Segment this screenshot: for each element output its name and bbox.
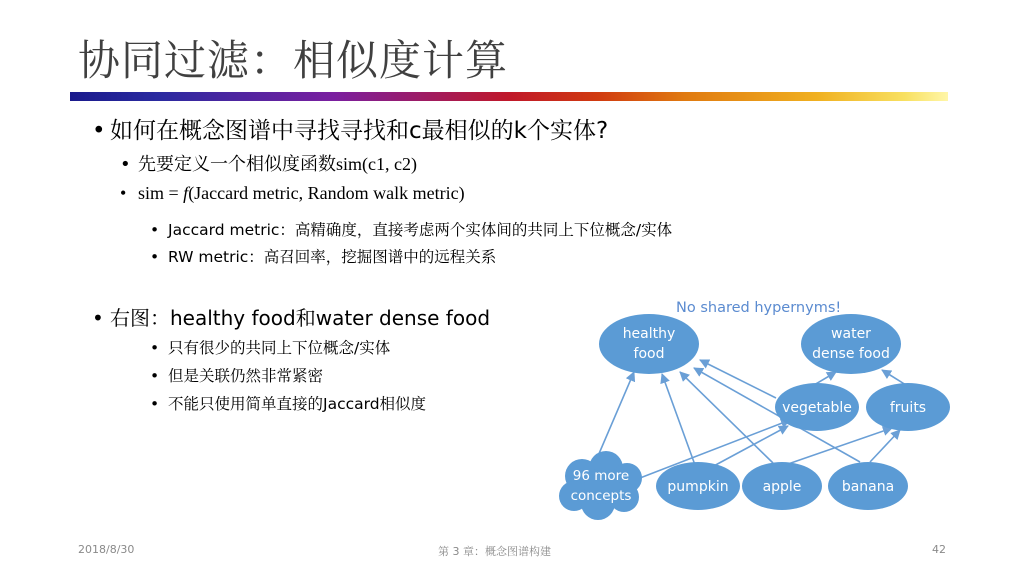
diagram-caption: No shared hypernyms! [676, 300, 842, 316]
sim-function: sim(c1, c2) [336, 154, 417, 174]
node-pumpkin [656, 462, 740, 510]
define-text: 先要定义一个相似度函数 [138, 154, 336, 175]
right-figure-text: 右图：healthy food和water dense food [110, 306, 491, 330]
footer-date: 2018/8/30 [78, 543, 135, 556]
node-water-dense-food [801, 314, 901, 374]
footer-page-number: 42 [932, 543, 946, 556]
node-label: concepts [570, 488, 632, 504]
node-label: fruits [889, 400, 927, 416]
node-label: banana [841, 479, 895, 495]
jaccard-text: Jaccard metric：高精确度，直接考虑两个实体间的共同上下位概念/实体 [168, 221, 673, 239]
bullet-dot: • [150, 339, 160, 357]
node-label: vegetable [782, 400, 852, 416]
bullet-dot: • [120, 154, 131, 175]
node-label: dense food [812, 346, 890, 362]
bullet-dot: • [92, 118, 106, 144]
edge-group [592, 360, 906, 478]
sim-args: (Jaccard metric, Random walk metric) [188, 183, 465, 203]
bullet-dot: • [150, 248, 160, 266]
node-label: 96 more [572, 468, 630, 484]
bullet-dot: • [92, 306, 104, 330]
node-label: pumpkin [667, 479, 729, 495]
rw-text: RW metric：高召回率，挖掘图谱中的远程关系 [168, 248, 497, 266]
bullet-dot: • [150, 367, 160, 385]
node-fruits [866, 383, 950, 431]
bullet-dot: • [120, 183, 127, 203]
r2-text: 但是关联仍然非常紧密 [168, 367, 324, 385]
footer-chapter: 第 3 章：概念图谱构建 [438, 545, 551, 558]
node-96-more-concepts [559, 451, 642, 520]
edge-fruits-waterdense [882, 370, 906, 385]
r1-text: 只有很少的共同上下位概念/实体 [168, 339, 391, 357]
node-label: apple [762, 479, 802, 495]
node-label: healthy [622, 326, 676, 342]
bullet-dot: • [150, 221, 160, 239]
edge-apple-fruits [788, 428, 892, 464]
node-label: food [633, 346, 665, 362]
bullet-dot: • [150, 395, 160, 413]
sim-prefix: sim = [138, 183, 184, 203]
slide-title: 协同过滤：相似度计算 [78, 36, 509, 85]
node-vegetable [775, 383, 859, 431]
node-apple [742, 462, 822, 510]
node-banana [828, 462, 908, 510]
node-label: water [831, 326, 871, 342]
question-text: 如何在概念图谱中寻找寻找和c最相似的k个实体? [110, 118, 609, 144]
edge-pumpkin-healthy [662, 374, 695, 465]
sim-f: f [183, 183, 189, 203]
r3-text: 不能只使用简单直接的Jaccard相似度 [168, 395, 427, 413]
node-healthy-food [599, 314, 699, 374]
